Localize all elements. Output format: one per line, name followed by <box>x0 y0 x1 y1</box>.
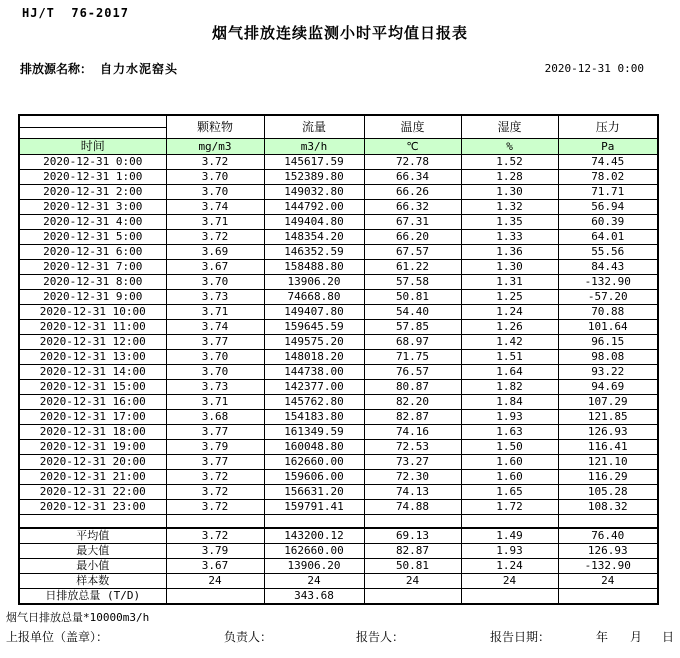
value-cell: 1.60 <box>461 470 558 485</box>
summary-row <box>19 574 658 589</box>
value-cell: 1.32 <box>461 200 558 215</box>
table-row <box>19 260 658 275</box>
summary-value: 24 <box>364 574 461 589</box>
value-cell: 3.72 <box>166 485 264 500</box>
value-cell: 71.75 <box>364 350 461 365</box>
pollutant-header-row <box>19 115 658 128</box>
summary-value: 162660.00 <box>264 544 364 559</box>
responsible-person-label: 负责人： <box>224 630 273 644</box>
value-cell: 3.70 <box>166 275 264 290</box>
summary-label: 最大值 <box>19 544 166 559</box>
value-cell: 66.26 <box>364 185 461 200</box>
column-header-pressure: 压力 <box>558 115 658 139</box>
value-cell: 149404.80 <box>264 215 364 230</box>
summary-value: 76.40 <box>558 528 658 544</box>
column-header-humidity: 湿度 <box>461 115 558 139</box>
value-cell: 1.42 <box>461 335 558 350</box>
time-cell: 2020-12-31 5:00 <box>19 230 166 245</box>
summary-row <box>19 589 658 605</box>
standard-number: HJ/T 76-2017 <box>22 6 129 20</box>
value-cell: 144738.00 <box>264 365 364 380</box>
time-cell: 2020-12-31 7:00 <box>19 260 166 275</box>
summary-value: 1.24 <box>461 559 558 574</box>
value-cell: 74.13 <box>364 485 461 500</box>
value-cell: 1.24 <box>461 305 558 320</box>
value-cell: 116.29 <box>558 470 658 485</box>
value-cell: 101.64 <box>558 320 658 335</box>
value-cell: 13906.20 <box>264 275 364 290</box>
value-cell: 158488.80 <box>264 260 364 275</box>
value-cell: 66.20 <box>364 230 461 245</box>
year-label: 年 <box>596 630 609 644</box>
value-cell: 3.74 <box>166 320 264 335</box>
value-cell: 3.77 <box>166 455 264 470</box>
value-cell: 68.97 <box>364 335 461 350</box>
value-cell: 1.64 <box>461 365 558 380</box>
value-cell: 84.43 <box>558 260 658 275</box>
value-cell: 1.72 <box>461 500 558 515</box>
value-cell: 149032.80 <box>264 185 364 200</box>
table-row <box>19 335 658 350</box>
time-cell: 2020-12-31 10:00 <box>19 305 166 320</box>
value-cell: 1.36 <box>461 245 558 260</box>
time-cell: 2020-12-31 13:00 <box>19 350 166 365</box>
source-name-value: 自力水泥窑头 <box>100 62 179 76</box>
value-cell: 1.30 <box>461 260 558 275</box>
summary-value <box>166 589 264 605</box>
value-cell: 144792.00 <box>264 200 364 215</box>
spacer-cell <box>264 515 364 529</box>
unit-header-pressure: Pa <box>558 139 658 155</box>
value-cell: 121.10 <box>558 455 658 470</box>
value-cell: 159645.59 <box>264 320 364 335</box>
value-cell: 74.88 <box>364 500 461 515</box>
value-cell: 78.02 <box>558 170 658 185</box>
summary-label: 样本数 <box>19 574 166 589</box>
value-cell: 3.79 <box>166 440 264 455</box>
table-row <box>19 455 658 470</box>
value-cell: 162660.00 <box>264 455 364 470</box>
table-row <box>19 425 658 440</box>
value-cell: 1.82 <box>461 380 558 395</box>
value-cell: 149575.20 <box>264 335 364 350</box>
day-label: 日 <box>662 630 675 644</box>
time-cell: 2020-12-31 2:00 <box>19 185 166 200</box>
summary-value: 3.72 <box>166 528 264 544</box>
time-cell: 2020-12-31 3:00 <box>19 200 166 215</box>
spacer-cell <box>166 515 264 529</box>
value-cell: 80.87 <box>364 380 461 395</box>
time-cell: 2020-12-31 23:00 <box>19 500 166 515</box>
value-cell: 148354.20 <box>264 230 364 245</box>
value-cell: 1.30 <box>461 185 558 200</box>
value-cell: 159606.00 <box>264 470 364 485</box>
value-cell: 145617.59 <box>264 155 364 170</box>
value-cell: -57.20 <box>558 290 658 305</box>
summary-label: 平均值 <box>19 528 166 544</box>
time-cell: 2020-12-31 12:00 <box>19 335 166 350</box>
value-cell: 148018.20 <box>264 350 364 365</box>
meta-row <box>0 60 680 78</box>
table-row <box>19 470 658 485</box>
value-cell: 1.84 <box>461 395 558 410</box>
value-cell: 1.93 <box>461 410 558 425</box>
summary-value: 1.93 <box>461 544 558 559</box>
time-cell: 2020-12-31 9:00 <box>19 290 166 305</box>
value-cell: 1.33 <box>461 230 558 245</box>
table-row <box>19 365 658 380</box>
time-cell: 2020-12-31 6:00 <box>19 245 166 260</box>
value-cell: 57.85 <box>364 320 461 335</box>
value-cell: 3.77 <box>166 425 264 440</box>
value-cell: 74.16 <box>364 425 461 440</box>
value-cell: 70.88 <box>558 305 658 320</box>
table-row <box>19 155 658 170</box>
column-header-particulate: 颗粒物 <box>166 115 264 139</box>
summary-value: -132.90 <box>558 559 658 574</box>
value-cell: 64.01 <box>558 230 658 245</box>
unit-header-humidity: % <box>461 139 558 155</box>
value-cell: 1.52 <box>461 155 558 170</box>
value-cell: 3.72 <box>166 500 264 515</box>
header-blank-cell-top <box>19 115 166 128</box>
summary-value <box>461 589 558 605</box>
summary-value: 1.49 <box>461 528 558 544</box>
table-row <box>19 290 658 305</box>
spacer-cell <box>364 515 461 529</box>
value-cell: 76.57 <box>364 365 461 380</box>
value-cell: 74668.80 <box>264 290 364 305</box>
table-row <box>19 485 658 500</box>
summary-value: 13906.20 <box>264 559 364 574</box>
table-row <box>19 350 658 365</box>
value-cell: 154183.80 <box>264 410 364 425</box>
value-cell: 82.87 <box>364 410 461 425</box>
summary-value: 50.81 <box>364 559 461 574</box>
value-cell: 3.68 <box>166 410 264 425</box>
value-cell: 56.94 <box>558 200 658 215</box>
value-cell: 1.26 <box>461 320 558 335</box>
value-cell: 57.58 <box>364 275 461 290</box>
value-cell: 1.35 <box>461 215 558 230</box>
value-cell: 72.78 <box>364 155 461 170</box>
table-row <box>19 320 658 335</box>
column-header-temperature: 温度 <box>364 115 461 139</box>
value-cell: 67.31 <box>364 215 461 230</box>
header-blank-cell-bottom <box>19 128 166 139</box>
time-cell: 2020-12-31 16:00 <box>19 395 166 410</box>
month-label: 月 <box>630 630 643 644</box>
value-cell: 3.74 <box>166 200 264 215</box>
value-cell: 3.69 <box>166 245 264 260</box>
value-cell: 156631.20 <box>264 485 364 500</box>
summary-value: 82.87 <box>364 544 461 559</box>
summary-label: 日排放总量 (T/D) <box>19 589 166 605</box>
time-cell: 2020-12-31 20:00 <box>19 455 166 470</box>
value-cell: 3.71 <box>166 395 264 410</box>
table-row <box>19 230 658 245</box>
time-cell: 2020-12-31 22:00 <box>19 485 166 500</box>
monitoring-table <box>18 114 659 605</box>
value-cell: 1.25 <box>461 290 558 305</box>
value-cell: 3.77 <box>166 335 264 350</box>
value-cell: 3.72 <box>166 155 264 170</box>
summary-value: 343.68 <box>264 589 364 605</box>
value-cell: 66.34 <box>364 170 461 185</box>
time-cell: 2020-12-31 11:00 <box>19 320 166 335</box>
summary-value: 143200.12 <box>264 528 364 544</box>
value-cell: 105.28 <box>558 485 658 500</box>
summary-value: 24 <box>264 574 364 589</box>
summary-row <box>19 528 658 544</box>
summary-value <box>364 589 461 605</box>
table-header <box>19 115 658 155</box>
value-cell: 1.63 <box>461 425 558 440</box>
table-row <box>19 395 658 410</box>
value-cell: 3.72 <box>166 230 264 245</box>
summary-value: 126.93 <box>558 544 658 559</box>
report-unit-label: 上报单位（盖章）： <box>6 630 109 644</box>
value-cell: 3.70 <box>166 170 264 185</box>
value-cell: 126.93 <box>558 425 658 440</box>
table-row <box>19 200 658 215</box>
time-cell: 2020-12-31 8:00 <box>19 275 166 290</box>
time-cell: 2020-12-31 21:00 <box>19 470 166 485</box>
table-row <box>19 275 658 290</box>
time-cell: 2020-12-31 14:00 <box>19 365 166 380</box>
value-cell: 3.71 <box>166 305 264 320</box>
page-title: 烟气排放连续监测小时平均值日报表 <box>211 24 468 42</box>
time-cell: 2020-12-31 1:00 <box>19 170 166 185</box>
value-cell: 1.28 <box>461 170 558 185</box>
value-cell: 142377.00 <box>264 380 364 395</box>
value-cell: 93.22 <box>558 365 658 380</box>
value-cell: 3.70 <box>166 185 264 200</box>
value-cell: 1.31 <box>461 275 558 290</box>
value-cell: 96.15 <box>558 335 658 350</box>
hourly-rows <box>19 155 658 515</box>
value-cell: 3.71 <box>166 215 264 230</box>
table-row <box>19 245 658 260</box>
time-cell: 2020-12-31 4:00 <box>19 215 166 230</box>
value-cell: 116.41 <box>558 440 658 455</box>
table-row <box>19 215 658 230</box>
value-cell: 72.53 <box>364 440 461 455</box>
summary-value: 24 <box>166 574 264 589</box>
value-cell: 72.30 <box>364 470 461 485</box>
value-cell: 67.57 <box>364 245 461 260</box>
summary-label: 最小值 <box>19 559 166 574</box>
value-cell: 66.32 <box>364 200 461 215</box>
unit-header-flow: m3/h <box>264 139 364 155</box>
value-cell: 54.40 <box>364 305 461 320</box>
table-row <box>19 170 658 185</box>
value-cell: 3.72 <box>166 470 264 485</box>
time-cell: 2020-12-31 18:00 <box>19 425 166 440</box>
value-cell: 3.73 <box>166 290 264 305</box>
signature-row <box>0 628 680 646</box>
unit-header-row <box>19 139 658 155</box>
summary-row <box>19 544 658 559</box>
summary-value: 69.13 <box>364 528 461 544</box>
value-cell: 55.56 <box>558 245 658 260</box>
value-cell: 149407.80 <box>264 305 364 320</box>
value-cell: 145762.80 <box>264 395 364 410</box>
value-cell: 71.71 <box>558 185 658 200</box>
reporter-label: 报告人： <box>356 630 405 644</box>
summary-rows <box>19 515 658 605</box>
spacer-cell <box>461 515 558 529</box>
value-cell: 1.60 <box>461 455 558 470</box>
value-cell: 121.85 <box>558 410 658 425</box>
value-cell: 146352.59 <box>264 245 364 260</box>
report-date-label: 报告日期： <box>490 630 551 644</box>
table-row <box>19 380 658 395</box>
unit-header-temperature: ℃ <box>364 139 461 155</box>
value-cell: 3.73 <box>166 380 264 395</box>
value-cell: 159791.41 <box>264 500 364 515</box>
value-cell: 1.50 <box>461 440 558 455</box>
spacer-cell <box>558 515 658 529</box>
summary-value: 3.67 <box>166 559 264 574</box>
summary-value: 3.79 <box>166 544 264 559</box>
value-cell: 152389.80 <box>264 170 364 185</box>
value-cell: 107.29 <box>558 395 658 410</box>
spacer-cell <box>19 515 166 529</box>
summary-row <box>19 559 658 574</box>
value-cell: 1.51 <box>461 350 558 365</box>
table-row <box>19 500 658 515</box>
summary-value: 24 <box>461 574 558 589</box>
value-cell: 98.08 <box>558 350 658 365</box>
value-cell: 3.70 <box>166 350 264 365</box>
summary-value <box>558 589 658 605</box>
source-name-label: 排放源名称： <box>20 62 93 76</box>
time-cell: 2020-12-31 19:00 <box>19 440 166 455</box>
time-column-header: 时间 <box>19 139 166 155</box>
table-row <box>19 185 658 200</box>
value-cell: 61.22 <box>364 260 461 275</box>
value-cell: 1.65 <box>461 485 558 500</box>
column-header-flow: 流量 <box>264 115 364 139</box>
value-cell: 160048.80 <box>264 440 364 455</box>
value-cell: 82.20 <box>364 395 461 410</box>
summary-value: 24 <box>558 574 658 589</box>
total-emission-note: 烟气日排放总量*10000m3/h <box>6 611 150 624</box>
value-cell: 73.27 <box>364 455 461 470</box>
value-cell: -132.90 <box>558 275 658 290</box>
table-row <box>19 305 658 320</box>
value-cell: 108.32 <box>558 500 658 515</box>
spacer-row <box>19 515 658 529</box>
time-cell: 2020-12-31 17:00 <box>19 410 166 425</box>
time-cell: 2020-12-31 15:00 <box>19 380 166 395</box>
report-datetime: 2020-12-31 0:00 <box>544 62 644 75</box>
table-row <box>19 440 658 455</box>
table-row <box>19 410 658 425</box>
value-cell: 60.39 <box>558 215 658 230</box>
value-cell: 50.81 <box>364 290 461 305</box>
value-cell: 3.70 <box>166 365 264 380</box>
value-cell: 74.45 <box>558 155 658 170</box>
value-cell: 161349.59 <box>264 425 364 440</box>
value-cell: 94.69 <box>558 380 658 395</box>
unit-header-particulate: mg/m3 <box>166 139 264 155</box>
time-cell: 2020-12-31 0:00 <box>19 155 166 170</box>
value-cell: 3.67 <box>166 260 264 275</box>
